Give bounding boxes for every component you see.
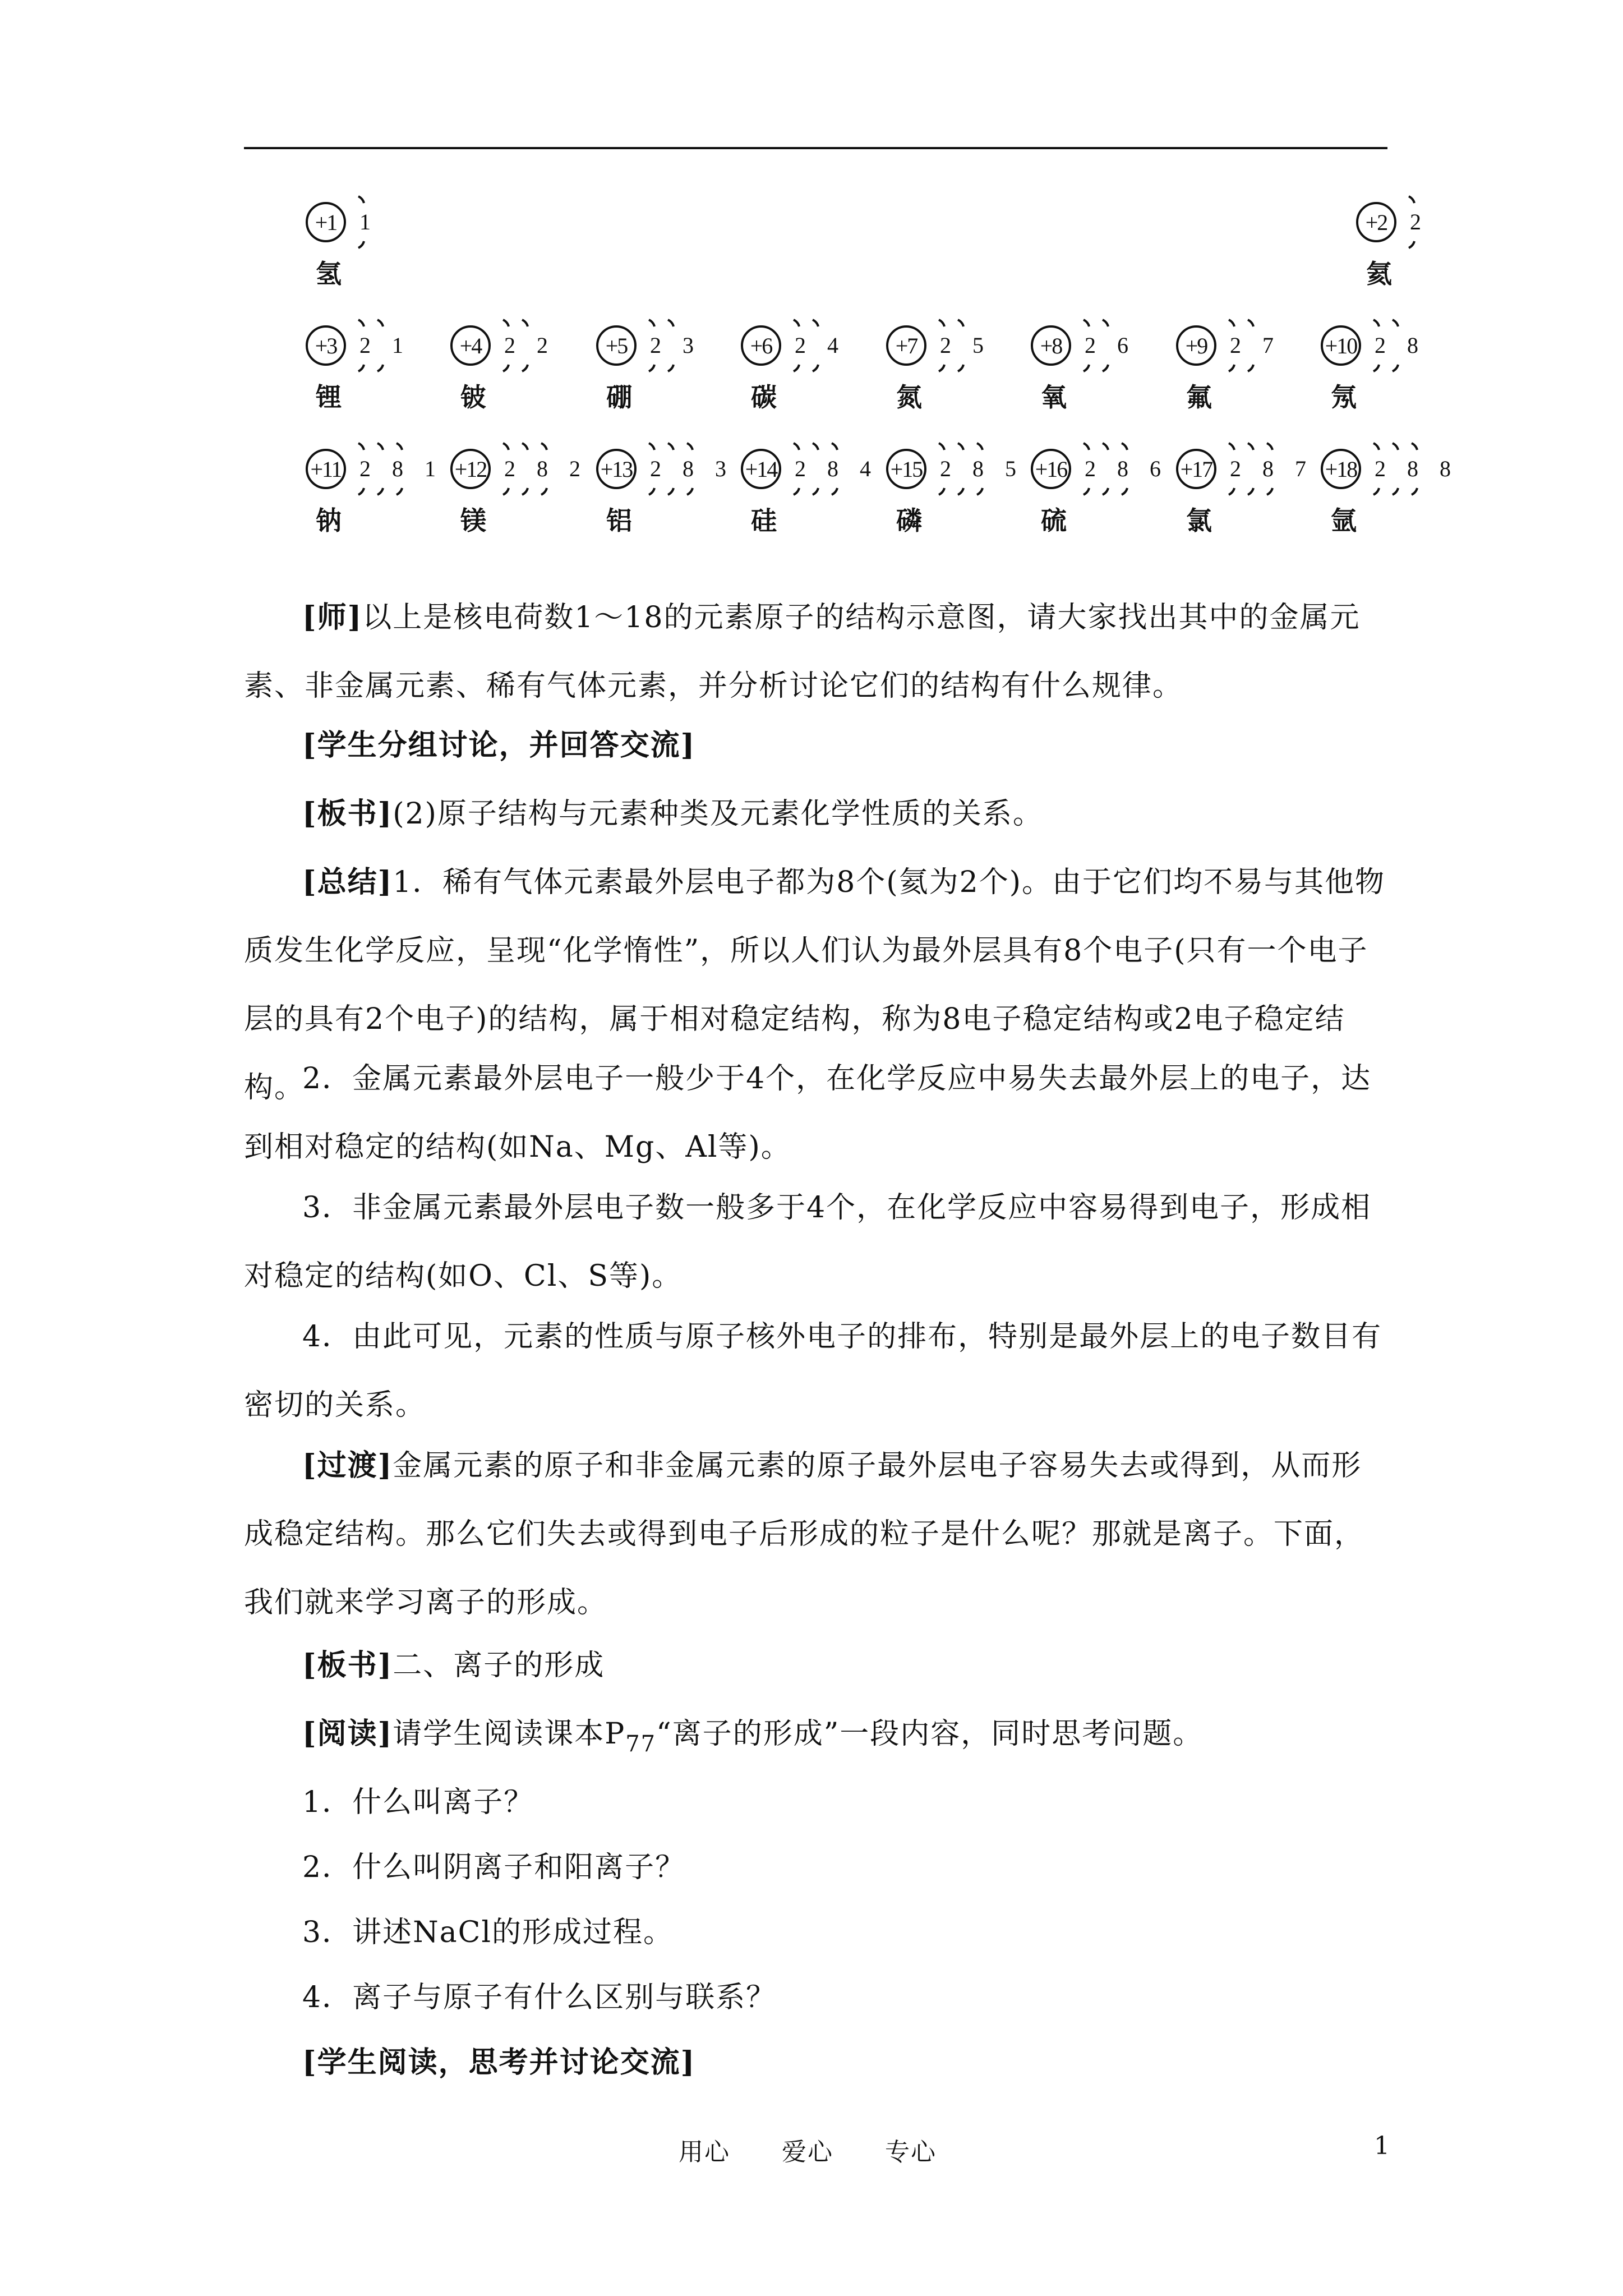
shell-arc-top	[1122, 443, 1127, 450]
shell-arc-top	[794, 320, 799, 326]
shell-arc-bottom	[522, 488, 528, 495]
shell-arc-top	[522, 320, 528, 326]
electron-shells: 2 4	[795, 333, 846, 358]
text-board-2: 二、离子的形成	[393, 1649, 605, 1682]
shell-arc-top	[939, 443, 944, 450]
shell-arcs	[1078, 426, 1162, 510]
shell-arc-top	[1248, 320, 1253, 326]
shell-arc-top	[687, 443, 693, 450]
shell-arc-top	[1103, 443, 1108, 450]
element-name: 碳	[751, 382, 777, 412]
shell-arc-bottom	[1267, 488, 1272, 495]
paragraph-transition	[244, 1432, 1388, 1637]
shell-arc-top	[813, 443, 818, 450]
electron-shells: 2 8 3	[650, 456, 734, 481]
tag-teacher: [师]	[302, 600, 363, 634]
shell-arc-bottom	[358, 488, 364, 495]
text-transition: 金属元素的原子和非金属元素的原子最外层电子容易失去或得到，从而形成稳定结构。那么它们失去或得到电子后形成的粒子是什么呢？那就是离子。下面，我们就来学习离子的形成。	[244, 1449, 1365, 1619]
shell-arc-top	[1393, 320, 1398, 326]
shell-arcs	[1368, 303, 1452, 387]
shell-arc-bottom	[832, 488, 837, 495]
element-name: 硅	[751, 505, 777, 536]
tag-reading: [阅读]	[302, 1717, 393, 1751]
nucleus-charge: +1	[306, 202, 346, 242]
shell-arcs	[497, 426, 582, 510]
shell-arc-bottom	[1229, 488, 1234, 495]
shell-arc-top	[1248, 443, 1253, 450]
shell-arc-top	[522, 443, 528, 450]
atom-z6	[741, 303, 870, 415]
element-name: 氯	[1186, 505, 1212, 536]
question-1	[244, 1768, 1388, 1837]
shell-arc-bottom	[794, 488, 799, 495]
text-reading-b: “离子的形成”一段内容，同时思考问题。	[656, 1717, 1204, 1751]
paragraph-student-discussion	[244, 711, 1388, 780]
atom-z17	[1176, 426, 1314, 539]
element-name: 锂	[316, 382, 342, 412]
element-name: 氦	[1366, 259, 1392, 289]
text-summary: 1．稀有气体元素最外层电子都为8个(氦为2个)。由于它们均不易与其他物质发生化学反应，呈现“化学惰性”，所以人们认为最外层具有8个电子(只有一个电子层的具有2个电子)的结构，属于相对稳定结构，称为8电子稳定结构或2电子稳定结构。	[244, 866, 1386, 1105]
shell-arc-top	[649, 320, 654, 326]
question-2	[244, 1833, 1388, 1902]
tag-student-discussion: [学生分组讨论，并回答交流]	[302, 728, 696, 762]
shell-arc-bottom	[1412, 488, 1417, 495]
electron-shells: 1	[359, 209, 379, 234]
shell-arcs	[788, 303, 872, 387]
paragraph-board-1	[244, 780, 1388, 848]
shell-arc-bottom	[794, 365, 799, 371]
text-summary-4: 4．由此可见，元素的性质与原子核外电子的排布，特别是最外层上的电子数目有密切的关系。	[244, 1320, 1382, 1422]
atom-z10	[1321, 303, 1450, 415]
element-name: 氧	[1041, 382, 1067, 412]
shell-arc-top	[668, 320, 674, 326]
nucleus-charge: +6	[741, 325, 781, 366]
nucleus-charge: +10	[1321, 325, 1361, 366]
electron-shells: 2 7	[1230, 333, 1281, 358]
text-summary-3: 3．非金属元素最外层电子数一般多于4个，在化学反应中容易得到电子，形成相对稳定的结构(如O、Cl、S等)。	[244, 1191, 1372, 1293]
element-name: 硼	[606, 382, 632, 412]
shell-arc-bottom	[1229, 365, 1234, 371]
shell-arcs	[353, 180, 437, 264]
electron-shells: 2 6	[1085, 333, 1136, 358]
text-teacher: 以上是核电荷数1～18的元素原子的结构示意图，请大家找出其中的金属元素、非金属元素、稀有气体元素，并分析讨论它们的结构有什么规律。	[244, 601, 1361, 703]
shell-arcs	[1403, 180, 1487, 264]
shell-arcs	[1078, 303, 1162, 387]
nucleus-charge: +11	[306, 449, 346, 489]
nucleus-charge: +16	[1031, 449, 1071, 489]
shell-arc-top	[1083, 320, 1089, 326]
atom-z14	[741, 426, 879, 539]
tag-summary: [总结]	[302, 865, 393, 899]
header-rule	[244, 147, 1387, 149]
shell-arc-top	[1229, 443, 1234, 450]
shell-arcs	[788, 426, 872, 510]
nucleus-charge: +8	[1031, 325, 1071, 366]
nucleus-charge: +17	[1176, 449, 1216, 489]
shell-arcs	[933, 303, 1017, 387]
shell-arc-bottom	[377, 488, 383, 495]
element-name: 硫	[1041, 505, 1067, 536]
nucleus-charge: +4	[450, 325, 491, 366]
text-reading-a: 请学生阅读课本P	[393, 1717, 626, 1751]
element-name: 氩	[1331, 505, 1357, 536]
shell-arc-bottom	[1103, 365, 1108, 371]
nucleus-charge: +3	[306, 325, 346, 366]
nucleus-charge: +13	[596, 449, 637, 489]
electron-shells: 2 8 7	[1230, 456, 1314, 481]
shell-arcs	[643, 426, 727, 510]
nucleus-charge: +14	[741, 449, 781, 489]
shell-arc-top	[358, 320, 364, 326]
shell-arc-top	[1412, 443, 1417, 450]
shell-arc-bottom	[522, 365, 528, 371]
shell-arc-top	[358, 196, 364, 203]
electron-shells: 2 2	[504, 333, 556, 358]
shell-arcs	[1223, 303, 1307, 387]
shell-arc-top	[541, 443, 547, 450]
tag-board: [板书]	[302, 797, 393, 831]
shell-arc-bottom	[396, 488, 402, 495]
electron-shells: 2 1	[359, 333, 411, 358]
paragraph-summary-4	[244, 1303, 1388, 1439]
shell-arc-top	[1409, 196, 1414, 203]
shell-arc-top	[1373, 443, 1379, 450]
atom-z7	[886, 303, 1015, 415]
shell-arc-bottom	[503, 488, 509, 495]
shell-arc-bottom	[649, 488, 654, 495]
text-board-1: (2)原子结构与元素种类及元素化学性质的关系。	[393, 797, 1043, 831]
shell-arcs	[1368, 426, 1452, 510]
electron-shells: 2 8 8	[1375, 456, 1459, 481]
paragraph-teacher	[244, 583, 1388, 720]
nucleus-charge: +5	[596, 325, 637, 366]
shell-arc-bottom	[939, 365, 944, 371]
element-name: 氢	[316, 259, 342, 289]
shell-arc-top	[958, 320, 963, 326]
shell-arc-top	[377, 320, 383, 326]
shell-arc-bottom	[503, 365, 509, 371]
question-2-text: 2．什么叫阴离子和阳离子？	[302, 1851, 686, 1884]
shell-arc-top	[794, 443, 799, 450]
paragraph-summary-3	[244, 1174, 1388, 1310]
shell-arc-bottom	[1373, 365, 1379, 371]
element-name: 磷	[896, 505, 922, 536]
shell-arc-bottom	[1083, 488, 1089, 495]
shell-arc-bottom	[687, 488, 693, 495]
paragraph-summary-2	[244, 1045, 1388, 1181]
atom-z8	[1031, 303, 1160, 415]
electron-shells: 2 8 2	[504, 456, 588, 481]
electron-shells: 2 8 6	[1085, 456, 1169, 481]
element-name: 氟	[1186, 382, 1212, 412]
shell-arc-bottom	[958, 488, 963, 495]
nucleus-charge: +15	[886, 449, 926, 489]
electron-shells: 2 8 5	[940, 456, 1024, 481]
shell-arc-bottom	[649, 365, 654, 371]
shell-arc-top	[668, 443, 674, 450]
page-subscript: 77	[625, 1731, 657, 1757]
shell-arc-bottom	[358, 241, 364, 248]
shell-arc-top	[1393, 443, 1398, 450]
shell-arc-top	[958, 443, 963, 450]
shell-arc-top	[358, 443, 364, 450]
nucleus-charge: +7	[886, 325, 926, 366]
shell-arc-top	[503, 320, 509, 326]
shell-arc-bottom	[813, 488, 818, 495]
atom-z11	[306, 426, 444, 539]
question-3	[244, 1898, 1388, 1967]
atom-z12	[450, 426, 588, 539]
shell-arcs	[353, 303, 437, 387]
footer-motto: 用心 爱心 专心	[679, 2138, 937, 2166]
shell-arc-bottom	[668, 365, 674, 371]
tag-transition: [过渡]	[302, 1448, 393, 1483]
shell-arc-bottom	[377, 365, 383, 371]
question-3-text: 3．讲述NaCl的形成过程。	[302, 1916, 674, 1949]
text-summary-2: 2．金属元素最外层电子一般少于4个，在化学反应中易失去最外层上的电子，达到相对稳定的结构(如Na、Mg、Al等)。	[244, 1062, 1372, 1164]
shell-arc-top	[377, 443, 383, 450]
shell-arc-bottom	[358, 365, 364, 371]
shell-arc-bottom	[1122, 488, 1127, 495]
atom-z5	[596, 303, 725, 415]
nucleus-charge: +9	[1176, 325, 1216, 366]
nucleus-charge: +18	[1321, 449, 1361, 489]
electron-shells: 2 8 4	[795, 456, 879, 481]
shell-arcs	[1223, 426, 1307, 510]
atom-z4	[450, 303, 579, 415]
shell-arcs	[933, 426, 1017, 510]
electron-shells: 2 8 1	[359, 456, 444, 481]
shell-arc-top	[977, 443, 983, 450]
element-name: 铍	[460, 382, 486, 412]
shell-arc-bottom	[1393, 488, 1398, 495]
electron-shells: 2	[1410, 209, 1429, 234]
paragraph-board-2	[244, 1631, 1388, 1700]
shell-arc-bottom	[939, 488, 944, 495]
nucleus-charge: +12	[450, 449, 491, 489]
shell-arc-top	[649, 443, 654, 450]
electron-shells: 2 8	[1375, 333, 1426, 358]
question-1-text: 1．什么叫离子？	[302, 1786, 534, 1819]
shell-arc-top	[813, 320, 818, 326]
element-name: 镁	[460, 505, 486, 536]
atom-z1	[306, 180, 435, 292]
atom-z13	[596, 426, 734, 539]
shell-arc-top	[1229, 320, 1234, 326]
shell-arcs	[497, 303, 582, 387]
paragraph-reading	[244, 1700, 1388, 1778]
atom-z3	[306, 303, 435, 415]
element-name: 铝	[606, 505, 632, 536]
tag-board-2: [板书]	[302, 1648, 393, 1682]
shell-arc-top	[832, 443, 837, 450]
shell-arc-top	[1267, 443, 1272, 450]
shell-arc-bottom	[1103, 488, 1108, 495]
shell-arc-bottom	[1248, 365, 1253, 371]
tag-student-reading: [学生阅读，思考并讨论交流]	[302, 2045, 696, 2079]
nucleus-charge: +2	[1356, 202, 1396, 242]
shell-arc-top	[1103, 320, 1108, 326]
shell-arc-bottom	[541, 488, 547, 495]
shell-arcs	[643, 303, 727, 387]
shell-arc-bottom	[813, 365, 818, 371]
shell-arcs	[353, 426, 437, 510]
shell-arc-bottom	[958, 365, 963, 371]
shell-arc-bottom	[668, 488, 674, 495]
page-number: 1	[1374, 2132, 1390, 2160]
element-name: 氖	[1331, 382, 1357, 412]
element-name: 氮	[896, 382, 922, 412]
atom-z15	[886, 426, 1024, 539]
shell-arc-top	[1083, 443, 1089, 450]
shell-arc-top	[396, 443, 402, 450]
atom-z18	[1321, 426, 1459, 539]
shell-arc-bottom	[977, 488, 983, 495]
shell-arc-top	[503, 443, 509, 450]
atom-z2	[1356, 180, 1485, 292]
atom-z9	[1176, 303, 1305, 415]
shell-arc-bottom	[1248, 488, 1253, 495]
atom-z16	[1031, 426, 1169, 539]
question-4	[244, 1963, 1388, 2032]
shell-arc-bottom	[1083, 365, 1089, 371]
paragraph-student-reading	[244, 2028, 1388, 2097]
shell-arc-bottom	[1373, 488, 1379, 495]
electron-shells: 2 5	[940, 333, 992, 358]
shell-arc-bottom	[1409, 241, 1414, 248]
shell-arc-top	[939, 320, 944, 326]
shell-arc-top	[1373, 320, 1379, 326]
element-name: 钠	[316, 505, 342, 536]
question-4-text: 4．离子与原子有什么区别与联系？	[302, 1981, 777, 2014]
electron-shells: 2 3	[650, 333, 702, 358]
shell-arc-bottom	[1393, 365, 1398, 371]
